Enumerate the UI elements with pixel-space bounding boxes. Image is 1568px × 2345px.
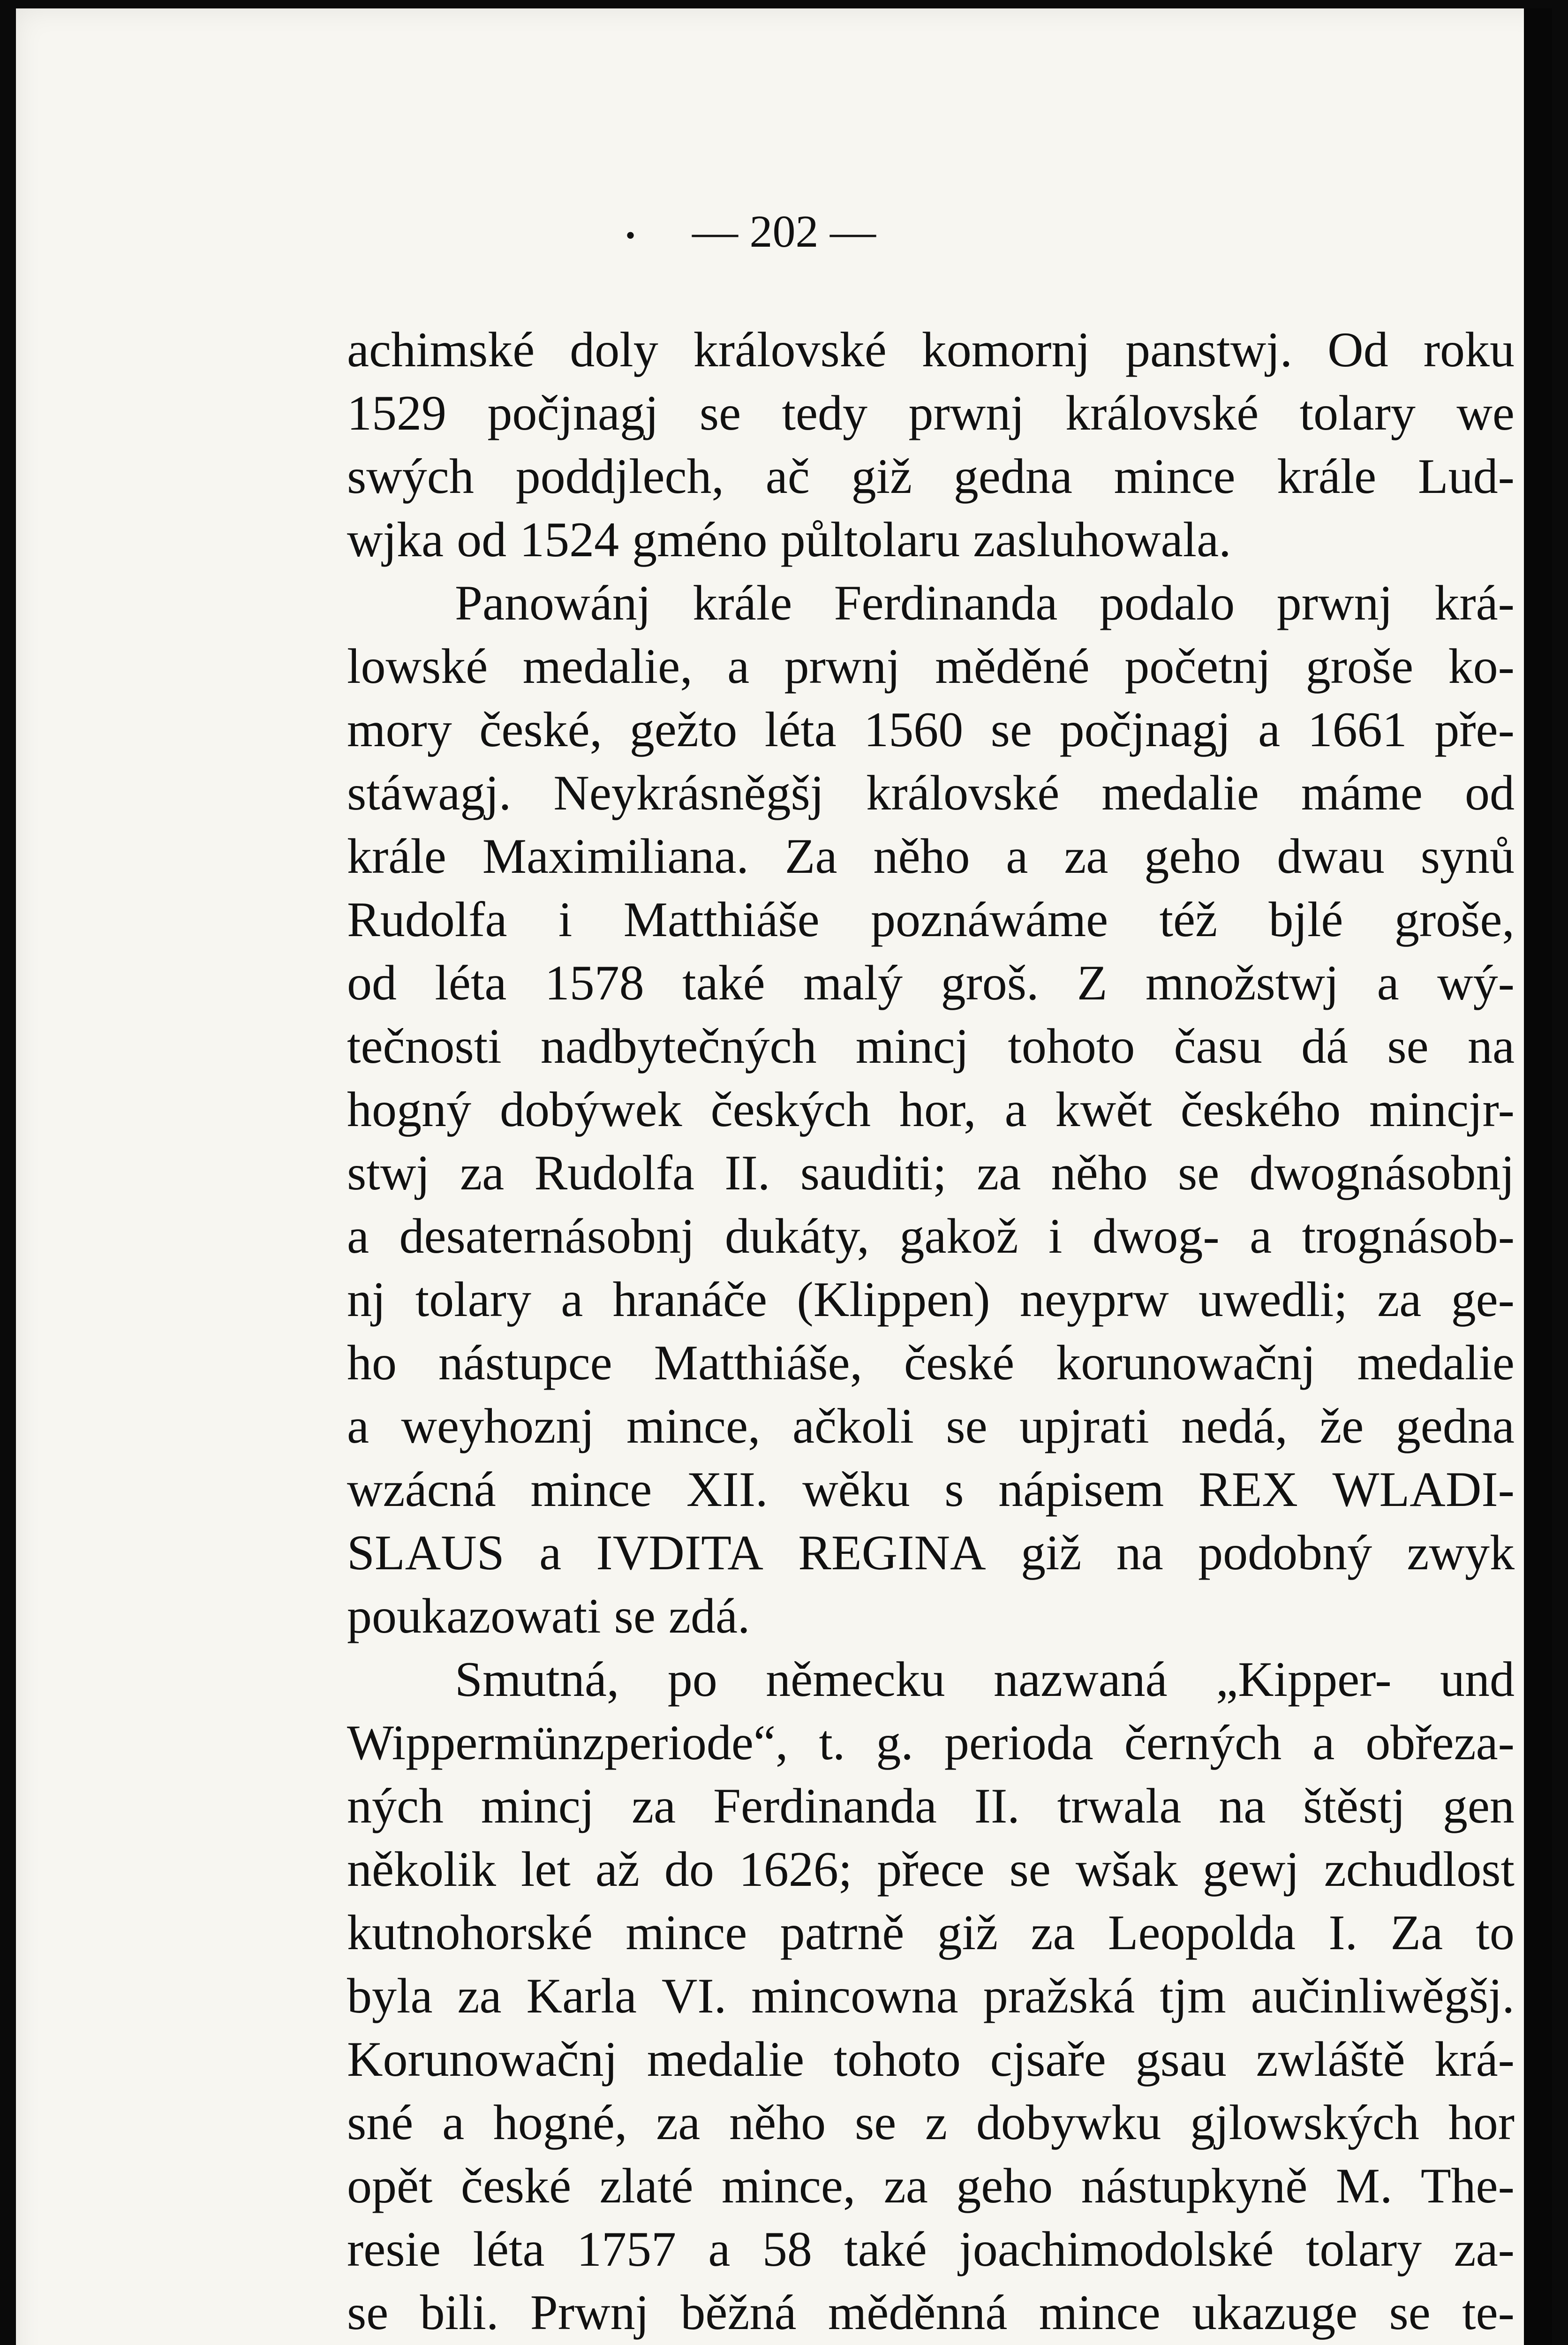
word: za-: [1454, 2222, 1515, 2277]
word: a: [1377, 955, 1399, 1010]
word: Leopolda: [1108, 1905, 1296, 1960]
text-line: [347, 951, 1515, 1014]
word: IVDITA: [596, 1525, 763, 1580]
word: VI.: [661, 1968, 727, 2023]
word: mince,: [626, 1399, 761, 1453]
word: gežto: [629, 702, 738, 757]
word: to: [1476, 1905, 1515, 1960]
word: Matthiáše: [623, 892, 820, 947]
word: dwognásobnj: [1249, 1145, 1515, 1200]
word: II.: [724, 1145, 770, 1200]
word: aučinliwěgšj.: [1251, 1968, 1515, 2023]
word: se: [347, 2285, 389, 2340]
word: české,: [479, 702, 603, 757]
text-line: [347, 508, 1515, 571]
word: Lud-: [1417, 449, 1515, 504]
word: wěku: [802, 1462, 910, 1517]
word: medalie: [1101, 765, 1259, 820]
word: a: [1004, 1082, 1027, 1137]
text-line: [347, 1838, 1515, 1901]
word: roku: [1423, 322, 1515, 377]
word: WLADI-: [1332, 1462, 1515, 1517]
word: z: [925, 2095, 948, 2150]
text-line: [347, 1141, 1515, 1204]
text-line: [347, 318, 1515, 381]
word: upjrati: [1019, 1399, 1149, 1453]
word: synů: [1420, 829, 1515, 884]
word: pražská: [983, 1968, 1135, 2023]
word: XII.: [686, 1462, 768, 1517]
word: s: [944, 1462, 964, 1517]
word: dwau: [1277, 829, 1385, 884]
word: REX: [1198, 1462, 1298, 1517]
word: gedna: [1395, 1399, 1515, 1453]
word: za: [977, 1145, 1021, 1200]
word: 1524: [520, 512, 619, 567]
word: sné: [347, 2095, 414, 2150]
word: 1661: [1307, 702, 1407, 757]
header-mark: •: [626, 220, 636, 251]
word: zchudlost: [1324, 1842, 1515, 1897]
text-line: [347, 1204, 1515, 1268]
text-line: [347, 2281, 1515, 2344]
word: cjsaře: [990, 2032, 1106, 2087]
word: tedy: [782, 386, 868, 440]
word: nadbytečných: [540, 1019, 817, 1074]
word: zdá.: [668, 1589, 750, 1643]
word: české: [460, 2158, 572, 2213]
word: dukáty,: [724, 1209, 869, 1263]
word: tečnosti: [347, 1019, 502, 1074]
word: množstwj: [1146, 955, 1339, 1010]
word: nástupce: [438, 1335, 612, 1390]
text-line: [347, 571, 1515, 635]
word: giž: [1020, 1525, 1082, 1580]
word: let: [520, 1842, 571, 1897]
word: krále: [693, 575, 792, 630]
text-line: [347, 635, 1515, 698]
word: na: [1219, 1778, 1266, 1833]
word: hor,: [899, 1082, 976, 1137]
word: se: [614, 1589, 656, 1643]
word: Z: [1077, 955, 1108, 1010]
page-header: [16, 205, 1552, 258]
word: medalie: [647, 2032, 805, 2087]
word: a: [347, 1399, 369, 1453]
word: od: [1464, 765, 1515, 820]
word: 1578: [544, 955, 644, 1010]
word: doly: [570, 322, 658, 377]
word: se: [854, 2095, 897, 2150]
word: do: [664, 1842, 714, 1897]
word: Rudolfa: [534, 1145, 694, 1200]
word: českých: [710, 1082, 871, 1137]
word: wzácná: [347, 1462, 496, 1517]
word: počjnagj: [487, 386, 659, 440]
word: se: [990, 702, 1033, 757]
word: te-: [1462, 2285, 1515, 2340]
word: královské: [693, 322, 887, 377]
word: opět: [347, 2158, 433, 2213]
word: a: [727, 639, 750, 694]
word: gedna: [953, 449, 1072, 504]
word: gméno: [632, 512, 768, 567]
word: ho: [347, 1335, 397, 1390]
text-line: [347, 888, 1515, 951]
word: od: [347, 955, 397, 1010]
text-line: [347, 1268, 1515, 1331]
text-line: [347, 1078, 1515, 1141]
word: „Kipper-: [1216, 1652, 1392, 1707]
word: II.: [974, 1778, 1020, 1833]
word: nj: [347, 1272, 386, 1327]
page-number: — 202 —: [692, 206, 876, 257]
word: uwedli;: [1198, 1272, 1348, 1327]
text-line: [347, 1458, 1515, 1521]
word: The-: [1420, 2158, 1515, 2213]
word: přece: [877, 1842, 985, 1897]
word: achimské: [347, 322, 535, 377]
word: giž: [851, 449, 912, 504]
word: za: [1031, 1905, 1075, 1960]
word: Maximiliana.: [482, 829, 749, 884]
word: černých: [1124, 1715, 1282, 1770]
word: poukazowati: [347, 1589, 601, 1643]
word: od: [457, 512, 507, 567]
word: gakož: [899, 1209, 1018, 1263]
word: a: [539, 1525, 562, 1580]
word: něho: [1051, 1145, 1148, 1200]
word: resie: [347, 2222, 441, 2277]
word: g.: [876, 1715, 913, 1770]
text-line: [347, 1901, 1515, 1964]
word: korunowačnj: [1056, 1335, 1316, 1390]
word: trwala: [1057, 1778, 1182, 1833]
word: komornj: [921, 322, 1090, 377]
text-line: [347, 1331, 1515, 1394]
word: něho: [729, 2095, 826, 2150]
text-line: [347, 1964, 1515, 2027]
word: dwog-: [1092, 1209, 1220, 1263]
word: giž: [937, 1905, 998, 1960]
word: mincj: [481, 1778, 595, 1833]
word: prwnj: [908, 386, 1025, 440]
text-line: [347, 1648, 1515, 1711]
word: weyhoznj: [401, 1399, 595, 1453]
word: medalie,: [522, 639, 693, 694]
word: 1560: [864, 702, 964, 757]
word: dobýwek: [500, 1082, 682, 1137]
word: hogné,: [493, 2095, 627, 2150]
word: a: [1006, 829, 1028, 884]
word: Neykrásněgšj: [553, 765, 824, 820]
word: a: [442, 2095, 465, 2150]
word: 1529: [347, 386, 446, 440]
word: swých: [347, 449, 474, 504]
word: hogný: [347, 1082, 471, 1137]
word: wjka: [347, 512, 444, 567]
word: hor: [1448, 2095, 1515, 2150]
text-line: [347, 2091, 1515, 2154]
word: několik: [347, 1842, 496, 1897]
text-line: [347, 1394, 1515, 1458]
word: se: [1389, 2285, 1431, 2340]
word: ač: [765, 449, 810, 504]
word: nedá,: [1181, 1399, 1288, 1453]
text-line: [347, 1014, 1515, 1078]
word: gewj: [1202, 1842, 1299, 1897]
word: měděnná: [828, 2285, 1008, 2340]
word: 1626;: [739, 1842, 852, 1897]
word: českého: [1180, 1082, 1341, 1137]
word: počjnagj: [1059, 702, 1231, 757]
text-line: [347, 1774, 1515, 1838]
word: tolary: [1299, 386, 1416, 440]
word: obřeza-: [1365, 1715, 1515, 1770]
word: prwnj: [784, 639, 900, 694]
word: ge-: [1451, 1272, 1515, 1327]
word: mincowna: [751, 1968, 958, 2023]
word: léta: [435, 955, 507, 1010]
word: za: [1377, 1272, 1422, 1327]
word: zlaté: [599, 2158, 694, 2213]
word: ko-: [1448, 639, 1515, 694]
text-line: [347, 1584, 1515, 1648]
text-line: [347, 445, 1515, 508]
word: tohoto: [1008, 1019, 1135, 1074]
word: mince: [530, 1462, 652, 1517]
word: podalo: [1099, 575, 1235, 630]
word: mince: [1114, 449, 1236, 504]
word: Rudolfa: [347, 892, 507, 947]
word: za: [656, 2095, 701, 2150]
word: se: [1178, 1145, 1220, 1200]
word: gen: [1442, 1778, 1515, 1833]
word: stáwagj.: [347, 765, 512, 820]
word: tjm: [1160, 1968, 1226, 2023]
word: ných: [347, 1778, 444, 1833]
word: REGINA: [798, 1525, 986, 1580]
word: panstwj.: [1125, 322, 1293, 377]
body-text: [347, 318, 1515, 2345]
word: a: [1312, 1715, 1335, 1770]
word: Ferdinanda: [834, 575, 1058, 630]
word: medalie: [1357, 1335, 1515, 1390]
word: léta: [473, 2222, 545, 2277]
word: byla: [347, 1968, 433, 2023]
text-line: [347, 761, 1515, 825]
word: na: [1467, 1019, 1515, 1074]
word: bili.: [420, 2285, 499, 2340]
word: léta: [764, 702, 837, 757]
word: 1757: [576, 2222, 676, 2277]
word: a: [1258, 702, 1281, 757]
text-line: [347, 2154, 1515, 2217]
word: Za: [1390, 1905, 1443, 1960]
word: M.: [1335, 2158, 1393, 2213]
word: a: [347, 1209, 369, 1263]
word: poddjlech,: [515, 449, 724, 504]
word: malý: [803, 955, 903, 1010]
word: půltolaru: [780, 512, 960, 567]
word: und: [1440, 1652, 1515, 1707]
word: Od: [1327, 322, 1388, 377]
word: také: [682, 955, 765, 1010]
word: trognásob-: [1302, 1209, 1515, 1263]
word: wšak: [1075, 1842, 1178, 1897]
word: patrně: [780, 1905, 905, 1960]
word: krá-: [1434, 2032, 1515, 2087]
word: Panowánj: [455, 575, 651, 630]
word: gsau: [1135, 2032, 1227, 2087]
word: ačkoli: [792, 1399, 914, 1453]
word: neyprw: [1019, 1272, 1169, 1327]
word: podobný: [1198, 1525, 1372, 1580]
word: se: [1387, 1019, 1429, 1074]
word: početnj: [1124, 639, 1271, 694]
word: také: [844, 2222, 927, 2277]
word: se: [946, 1399, 988, 1453]
word: t.: [819, 1715, 845, 1770]
word: hranáče: [612, 1272, 768, 1327]
word: tolary: [1305, 2222, 1422, 2277]
word: že: [1319, 1399, 1364, 1453]
word: na: [1116, 1525, 1163, 1580]
word: mince: [1039, 2285, 1161, 2340]
text-line: [347, 825, 1515, 888]
word: Matthiáše,: [654, 1335, 863, 1390]
word: pře-: [1434, 702, 1515, 757]
word: Wippermünzperiode“,: [347, 1715, 788, 1770]
word: a: [561, 1272, 583, 1327]
word: wý-: [1437, 955, 1515, 1010]
word: (Klippen): [797, 1272, 990, 1327]
word: krále: [347, 829, 446, 884]
word: času: [1174, 1019, 1262, 1074]
word: groše: [1305, 639, 1414, 694]
word: nazwaná: [993, 1652, 1168, 1707]
word: mincjr-: [1369, 1082, 1515, 1137]
word: 58: [762, 2222, 812, 2277]
word: mince,: [721, 2158, 856, 2213]
word: i: [1048, 1209, 1063, 1263]
word: dobywku: [976, 2095, 1161, 2150]
word: německu: [766, 1652, 945, 1707]
word: Karla: [526, 1968, 637, 2023]
text-line: [347, 2217, 1515, 2281]
word: ukazuge: [1192, 2285, 1358, 2340]
word: kwět: [1055, 1082, 1152, 1137]
word: geho: [956, 2158, 1053, 2213]
word: we: [1456, 386, 1515, 440]
word: perioda: [944, 1715, 1093, 1770]
word: královské: [1065, 386, 1259, 440]
word: Prwnj: [530, 2285, 649, 2340]
word: stwj: [347, 1145, 430, 1200]
word: po: [667, 1652, 717, 1707]
word: groš.: [941, 955, 1039, 1010]
word: zwláště: [1256, 2032, 1405, 2087]
word: poznáwáme: [871, 892, 1108, 947]
word: mory: [347, 702, 452, 757]
word: za: [883, 2158, 928, 2213]
word: Korunowačnj: [347, 2032, 618, 2087]
word: Za: [784, 829, 837, 884]
word: královské: [866, 765, 1060, 820]
word: štěstj: [1303, 1778, 1406, 1833]
word: mincj: [855, 1019, 969, 1074]
word: a: [708, 2222, 731, 2277]
word: české: [904, 1335, 1015, 1390]
word: též: [1159, 892, 1218, 947]
text-line: [347, 2027, 1515, 2091]
word: krále: [1277, 449, 1377, 504]
word: se: [1009, 1842, 1051, 1897]
text-line: [347, 1521, 1515, 1584]
word: za: [632, 1778, 676, 1833]
word: Smutná,: [455, 1652, 619, 1707]
word: dá: [1301, 1019, 1349, 1074]
word: i: [558, 892, 573, 947]
word: za: [457, 1968, 502, 2023]
word: mince: [626, 1905, 747, 1960]
word: za: [1064, 829, 1108, 884]
word: zasluhowala.: [973, 512, 1231, 567]
word: máme: [1301, 765, 1423, 820]
word: běžná: [680, 2285, 797, 2340]
word: gjlowských: [1190, 2095, 1419, 2150]
text-line: [347, 381, 1515, 445]
word: měděné: [935, 639, 1090, 694]
word: bjlé: [1268, 892, 1343, 947]
word: krá-: [1434, 575, 1515, 630]
word: lowské: [347, 639, 488, 694]
word: prwnj: [1276, 575, 1393, 630]
word: za: [460, 1145, 505, 1200]
word: kutnohorské: [347, 1905, 593, 1960]
word: sauditi;: [800, 1145, 947, 1200]
word: groše,: [1394, 892, 1515, 947]
word: geho: [1144, 829, 1241, 884]
book-page: [16, 8, 1552, 2345]
text-line: [347, 698, 1515, 761]
word: SLAUS: [347, 1525, 505, 1580]
word: nástupkyně: [1081, 2158, 1308, 2213]
word: až: [595, 1842, 640, 1897]
text-line: [347, 1711, 1515, 1774]
word: a: [1250, 1209, 1272, 1263]
word: joachimodolské: [959, 2222, 1274, 2277]
word: tohoto: [833, 2032, 961, 2087]
word: tolary: [415, 1272, 531, 1327]
word: něho: [873, 829, 970, 884]
word: I.: [1328, 1905, 1358, 1960]
page-edge-shadow: [1524, 8, 1552, 2345]
word: desaternásobnj: [399, 1209, 695, 1263]
word: nápisem: [998, 1462, 1164, 1517]
word: Ferdinanda: [713, 1778, 937, 1833]
word: zwyk: [1407, 1525, 1515, 1580]
word: se: [699, 386, 741, 440]
